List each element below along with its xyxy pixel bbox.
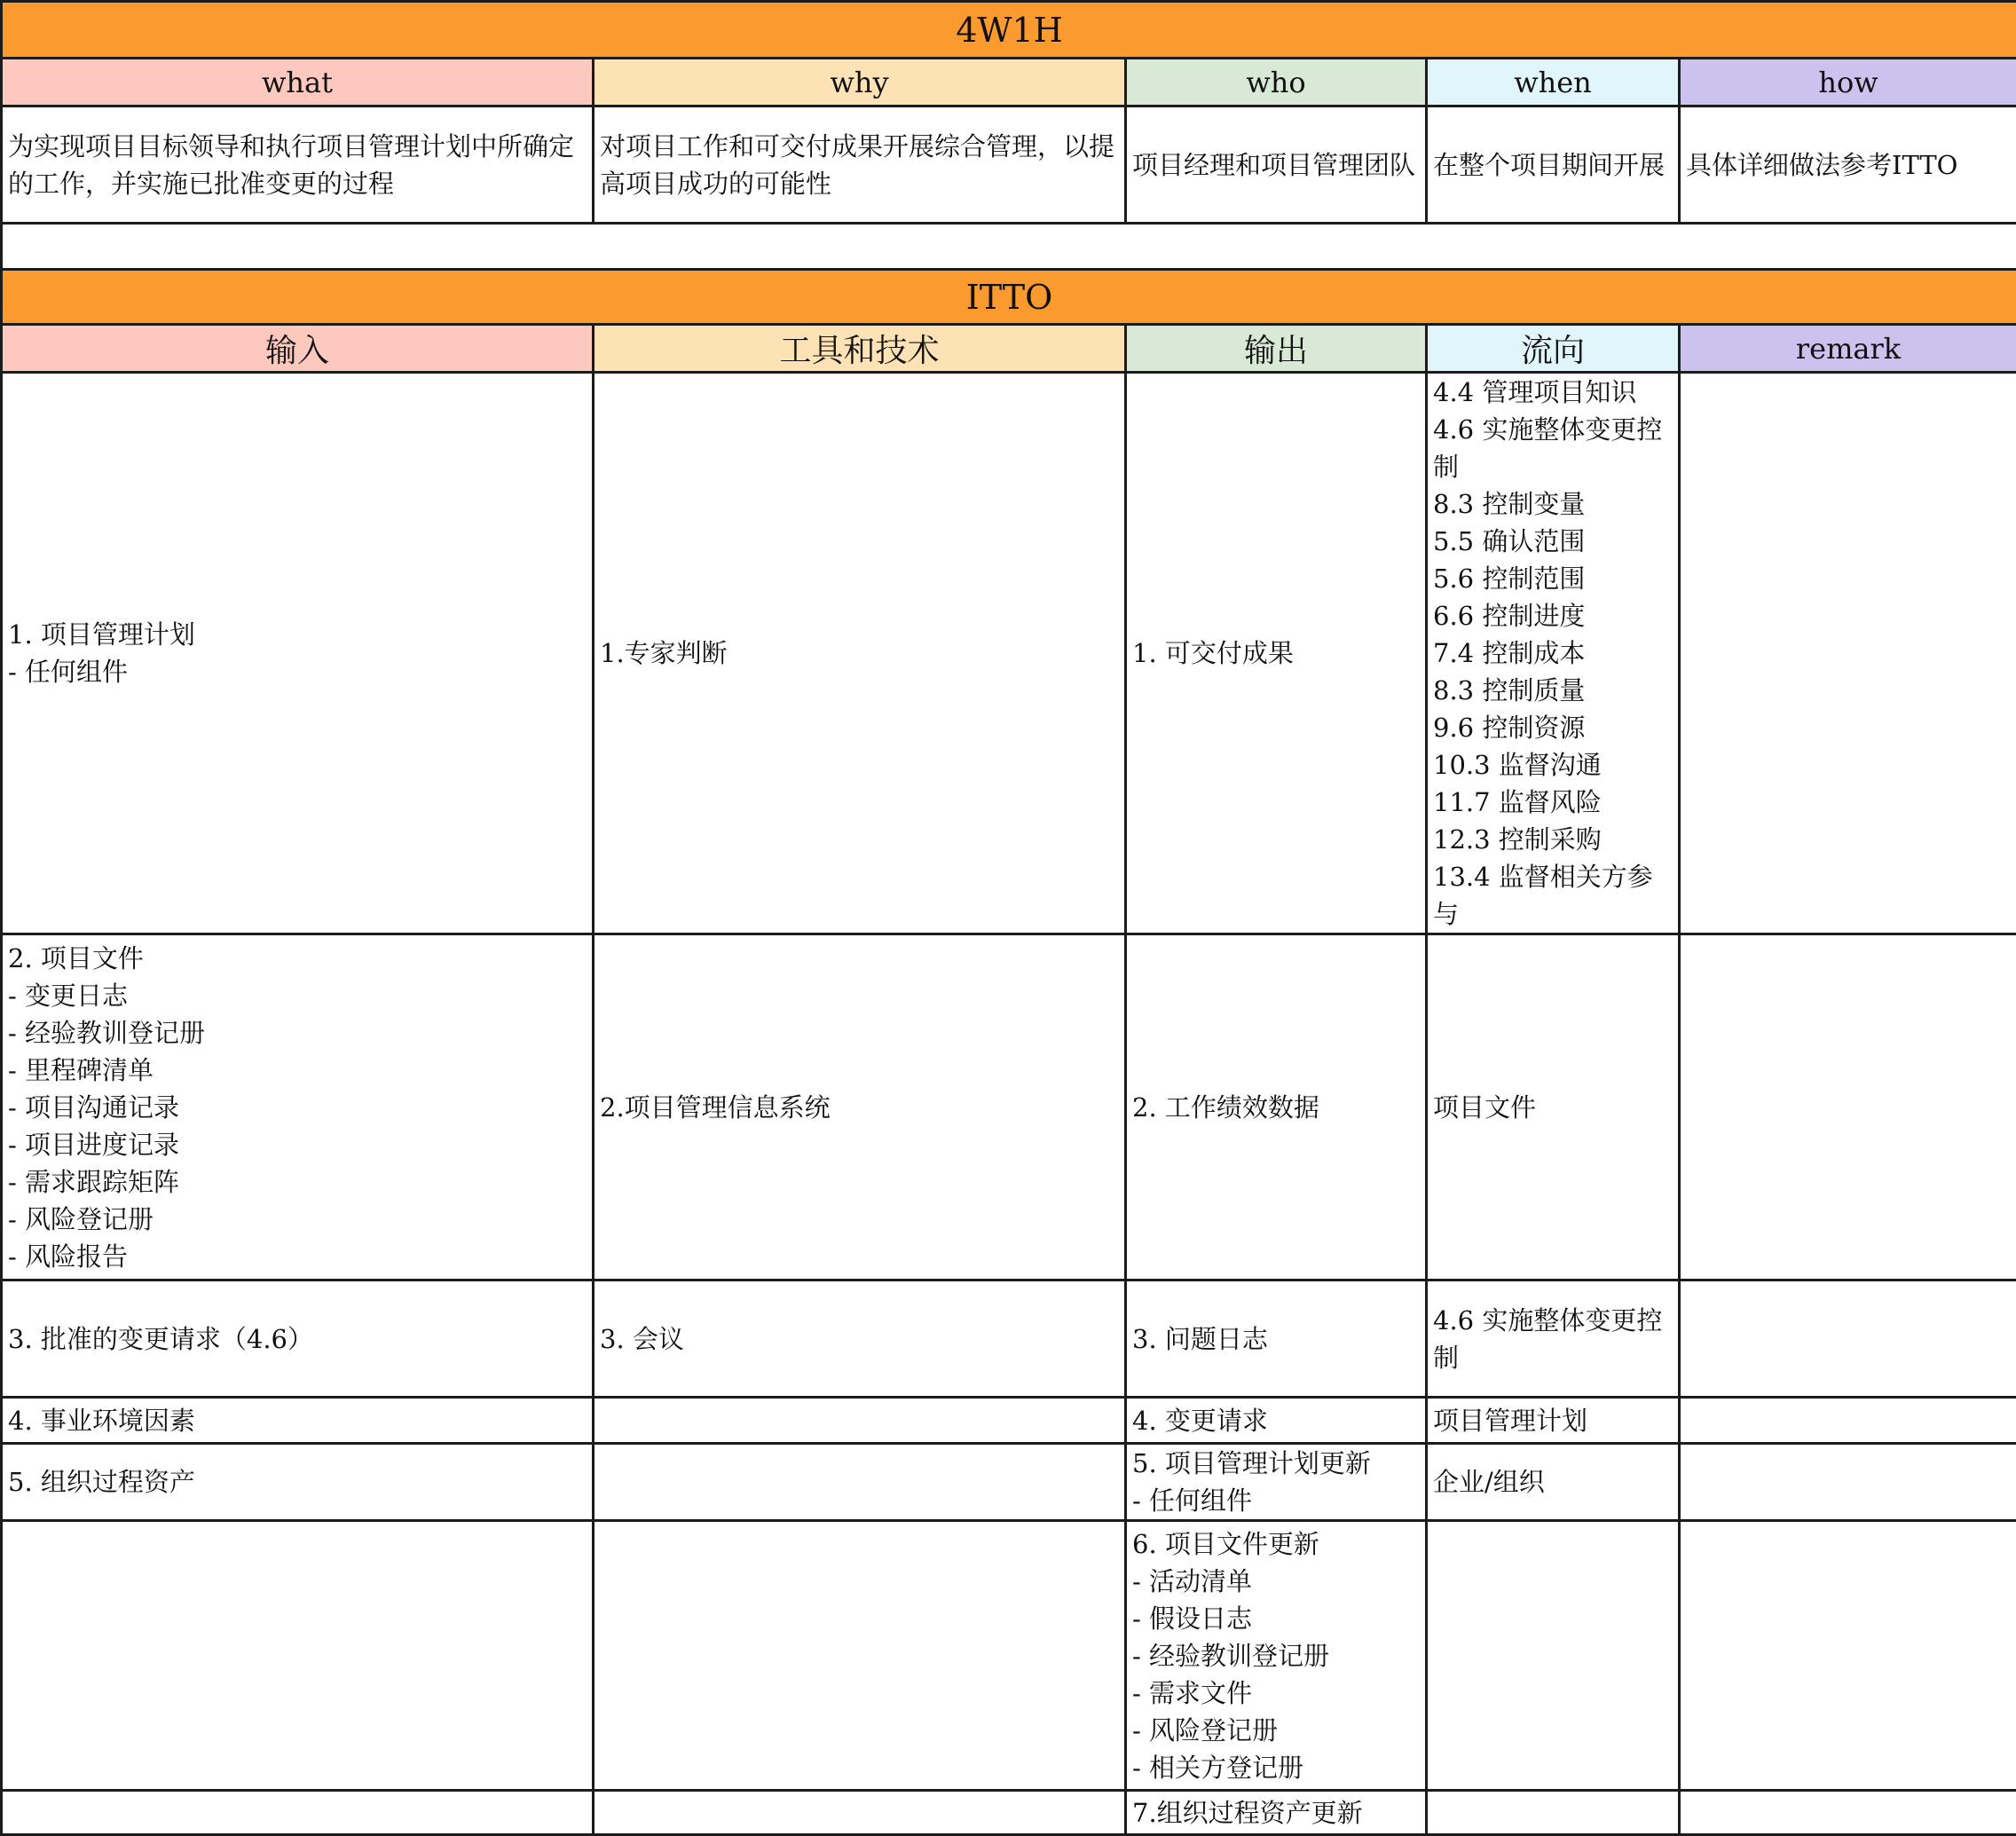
what-value-cell[interactable]: 为实现项目目标领导和执行项目管理计划中所确定的工作，并实施已批准变更的过程 [2, 106, 594, 224]
who-value-cell[interactable]: 项目经理和项目管理团队 [1126, 106, 1427, 224]
itto-row-4-flow[interactable]: 项目管理计划 [1427, 1398, 1680, 1444]
section-title-itto[interactable]: ITTO [2, 270, 2016, 325]
itto-row-3-flow[interactable]: 4.6 实施整体变更控 制 [1427, 1280, 1680, 1398]
itto-row-4-tools[interactable] [594, 1398, 1126, 1444]
itto-row-1-input[interactable]: 1. 项目管理计划 - 任何组件 [2, 373, 594, 934]
itto-row-5-remark[interactable] [1680, 1444, 2016, 1521]
header-what[interactable]: what [2, 59, 594, 106]
when-value-cell[interactable]: 在整个项目期间开展 [1427, 106, 1680, 224]
itto-row-3-output[interactable]: 3. 问题日志 [1126, 1280, 1427, 1398]
header-flow[interactable]: 流向 [1427, 325, 1680, 373]
itto-row-2-remark[interactable] [1680, 934, 2016, 1280]
itto-row-7-flow[interactable] [1427, 1791, 1680, 1835]
itto-row-4-input[interactable]: 4. 事业环境因素 [2, 1398, 594, 1444]
itto-row-6-input[interactable] [2, 1521, 594, 1791]
itto-row-5-input[interactable]: 5. 组织过程资产 [2, 1444, 594, 1521]
itto-row-3-tools[interactable]: 3. 会议 [594, 1280, 1126, 1398]
itto-row-4-remark[interactable] [1680, 1398, 2016, 1444]
header-output[interactable]: 输出 [1126, 325, 1427, 373]
itto-row-5-flow[interactable]: 企业/组织 [1427, 1444, 1680, 1521]
header-who[interactable]: who [1126, 59, 1427, 106]
itto-row-5-output[interactable]: 5. 项目管理计划更新 - 任何组件 [1126, 1444, 1427, 1521]
itto-row-6-flow[interactable] [1427, 1521, 1680, 1791]
how-value-cell[interactable]: 具体详细做法参考ITTO [1680, 106, 2016, 224]
itto-row-6-output[interactable]: 6. 项目文件更新 - 活动清单 - 假设日志 - 经验教训登记册 - 需求文件 - 风险登记册 - 相关方登记册 [1126, 1521, 1427, 1791]
header-tools[interactable]: 工具和技术 [594, 325, 1126, 373]
itto-row-1-remark[interactable] [1680, 373, 2016, 934]
itto-row-3-remark[interactable] [1680, 1280, 2016, 1398]
itto-row-2-flow[interactable]: 项目文件 [1427, 934, 1680, 1280]
itto-row-6-remark[interactable] [1680, 1521, 2016, 1791]
header-remark[interactable]: remark [1680, 325, 2016, 373]
header-why[interactable]: why [594, 59, 1126, 106]
itto-row-1-tools[interactable]: 1.专家判断 [594, 373, 1126, 934]
header-when[interactable]: when [1427, 59, 1680, 106]
itto-row-4-output[interactable]: 4. 变更请求 [1126, 1398, 1427, 1444]
why-value-cell[interactable]: 对项目工作和可交付成果开展综合管理，以提高项目成功的可能性 [594, 106, 1126, 224]
itto-row-2-input[interactable]: 2. 项目文件 - 变更日志 - 经验教训登记册 - 里程碑清单 - 项目沟通记录 - 项目进度记录 - 需求跟踪矩阵 - 风险登记册 - 风险报告 [2, 934, 594, 1280]
header-how[interactable]: how [1680, 59, 2016, 106]
itto-row-7-remark[interactable] [1680, 1791, 2016, 1835]
itto-row-2-tools[interactable]: 2.项目管理信息系统 [594, 934, 1126, 1280]
itto-row-1-output[interactable]: 1. 可交付成果 [1126, 373, 1427, 934]
itto-row-7-output[interactable]: 7.组织过程资产更新 [1126, 1791, 1427, 1835]
itto-row-2-output[interactable]: 2. 工作绩效数据 [1126, 934, 1427, 1280]
spacer-row[interactable] [2, 224, 2016, 270]
itto-row-7-input[interactable] [2, 1791, 594, 1835]
itto-row-6-tools[interactable] [594, 1521, 1126, 1791]
itto-row-3-input[interactable]: 3. 批准的变更请求（4.6） [2, 1280, 594, 1398]
section-title-4w1h[interactable]: 4W1H [2, 2, 2016, 59]
itto-row-7-tools[interactable] [594, 1791, 1126, 1835]
itto-row-5-tools[interactable] [594, 1444, 1126, 1521]
itto-row-1-flow[interactable]: 4.4 管理项目知识 4.6 实施整体变更控 制 8.3 控制变量 5.5 确认范围 5.6 控制范围 6.6 控制进度 7.4 控制成本 8.3 控制质量 9.6 控制资源 10.3 监督沟通 11.7 监督风险 12.3 控制采购 13.4 监督相关方参与 [1427, 373, 1680, 934]
header-input[interactable]: 输入 [2, 325, 594, 373]
